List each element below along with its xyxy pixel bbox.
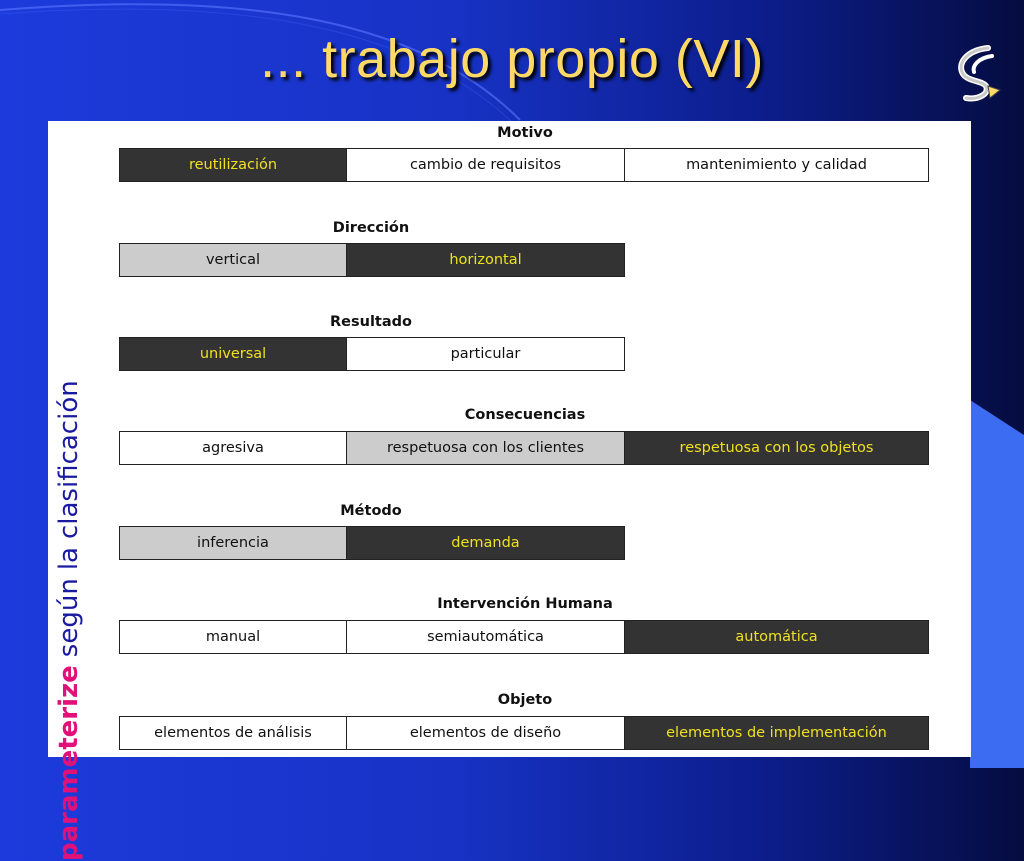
section-heading-resultado: Resultado	[330, 314, 412, 330]
side-caption-highlight: parameterize	[54, 665, 84, 861]
option-cell: cambio de requisitos	[347, 148, 625, 182]
option-row-consecuencias	[119, 431, 929, 465]
option-cell: horizontal	[347, 243, 625, 277]
option-row-objeto	[119, 716, 929, 750]
section-heading-objeto: Objeto	[497, 692, 553, 708]
option-cell: inferencia	[119, 526, 347, 560]
side-caption	[54, 372, 84, 861]
option-row-motivo	[119, 148, 929, 182]
corner-decoration	[970, 400, 1024, 768]
option-cell: respetuosa con los clientes	[347, 431, 625, 465]
option-row-direccion	[119, 243, 625, 277]
classification-panel	[48, 121, 971, 861]
option-cell: universal	[119, 337, 347, 371]
option-row-metodo	[119, 526, 625, 560]
section-heading-direccion: Dirección	[332, 220, 410, 236]
section-heading-motivo: Motivo	[497, 125, 553, 141]
side-caption-word: la	[54, 547, 84, 571]
option-cell: elementos de diseño	[347, 716, 625, 750]
option-row-intervencion	[119, 620, 929, 654]
option-cell: agresiva	[119, 431, 347, 465]
side-caption-word: clasificación	[54, 380, 84, 540]
option-cell: elementos de implementación	[625, 716, 929, 750]
option-cell: elementos de análisis	[119, 716, 347, 750]
option-cell: semiautomática	[347, 620, 625, 654]
option-cell: automática	[625, 620, 929, 654]
swirl-logo-icon	[948, 42, 1004, 104]
side-caption-word: según	[54, 578, 84, 658]
option-row-resultado	[119, 337, 625, 371]
option-cell: vertical	[119, 243, 347, 277]
option-cell: demanda	[347, 526, 625, 560]
option-cell: particular	[347, 337, 625, 371]
section-heading-intervencion: Intervención Humana	[437, 596, 613, 612]
slide-title: ... trabajo propio (VI)	[260, 29, 764, 89]
option-cell: mantenimiento y calidad	[625, 148, 929, 182]
option-cell: respetuosa con los objetos	[625, 431, 929, 465]
option-cell: reutilización	[119, 148, 347, 182]
section-heading-consecuencias: Consecuencias	[464, 407, 586, 423]
section-heading-metodo: Método	[340, 503, 402, 519]
option-cell: manual	[119, 620, 347, 654]
